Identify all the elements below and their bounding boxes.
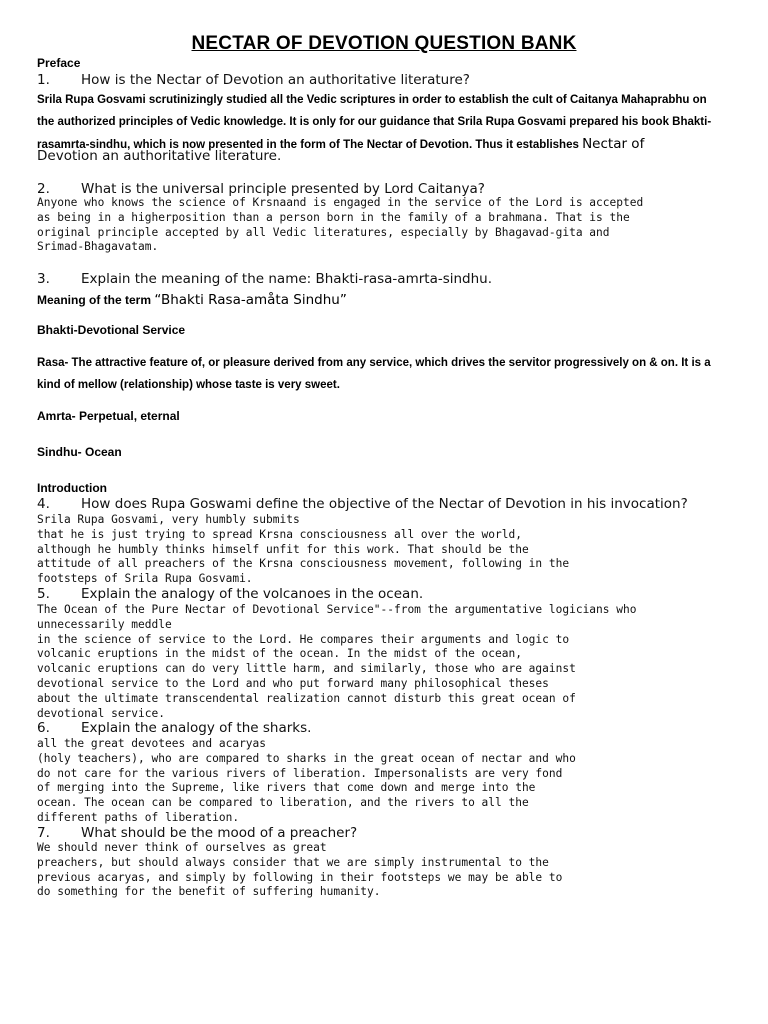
question-text: What should be the mood of a preacher?	[81, 825, 358, 841]
section-heading-introduction: Introduction	[37, 481, 107, 495]
question-3	[37, 271, 492, 287]
question-number: 2.	[37, 181, 50, 197]
answer-1-tail-inline: Nectar of	[582, 136, 645, 152]
question-text: Explain the analogy of the volcanoes in the ocean.	[81, 586, 424, 602]
term-bhakti: Bhakti-Devotional Service	[37, 323, 186, 337]
term-amrta: Amrta- Perpetual, eternal	[37, 409, 180, 423]
answer-1-tail: Devotion an authoritative literature.	[37, 148, 282, 164]
section-heading-preface: Preface	[37, 56, 81, 70]
term-rasa: Rasa- The attractive feature of, or pleasure derived from any service, which drives the servitor progressively on & on. It is a kind of mellow (relationship) whose taste is very sweet.	[37, 357, 711, 391]
question-text: How is the Nectar of Devotion an authoritative literature?	[81, 72, 470, 88]
answer-1	[37, 89, 727, 156]
answer-1-text: Srila Rupa Gosvami scrutinizingly studied all the Vedic scriptures in order to establish the cult of Caitanya Mahaprabhu on the authorized principles of Vedic knowledge. It is only for our guidance that Srila Rupa Gosvami prepared his book Bhakti-rasamrta-sindhu, which is now presented in the form of The Nectar of Devotion. Thus it establishes	[37, 94, 712, 151]
question-number: 6.	[37, 720, 50, 736]
question-6	[37, 720, 311, 736]
question-text: Explain the analogy of the sharks.	[81, 720, 312, 736]
meaning-term: “Bhakti Rasa-amåta Sindhu”	[154, 292, 347, 308]
question-4	[37, 496, 688, 512]
answer-6: all the great devotees and acaryas (holy teachers), who are compared to sharks in the great ocean of nectar and who do not care for the various rivers of liberation. Impersonalists are very fond of merging into the Supreme, like rivers that come down and merge into the ocean. The ocean can be compared to liberation, and the rivers to all the different paths of liberation.	[37, 737, 576, 824]
question-number: 1.	[37, 72, 50, 88]
question-number: 5.	[37, 586, 50, 602]
question-5	[37, 586, 423, 602]
question-text: How does Rupa Goswami define the objective of the Nectar of Devotion in his invocation?	[81, 496, 688, 512]
answer-2: Anyone who knows the science of Krsnaand is engaged in the service of the Lord is accepted as being in a higherposition than a person born in the family of a brahmana. That is the original principle accepted by all Vedic literatures, especially by Bhagavad-gita and Srimad-Bhagavatam.	[37, 196, 644, 254]
question-1	[37, 72, 470, 88]
question-text: What is the universal principle presented by Lord Caitanya?	[81, 181, 485, 197]
question-number: 7.	[37, 825, 50, 841]
meaning-label: Meaning of the term	[37, 293, 152, 307]
document-title: NECTAR OF DEVOTION QUESTION BANK	[191, 33, 577, 54]
term-sindhu: Sindhu- Ocean	[37, 445, 122, 459]
answer-4: Srila Rupa Gosvami, very humbly submits that he is just trying to spread Krsna consciousness all over the world, although he humbly thinks himself unfit for this work. That should be the attitude of all preachers of the Krsna consciousness movement, following in the footsteps of Srila Rupa Gosvami.	[37, 513, 570, 586]
answer-5: The Ocean of the Pure Nectar of Devotional Service"--from the argumentative logicians who unnecessarily meddle in the science of service to the Lord. He compares their arguments and logic to volcanic eruptions in the midst of the ocean. In the midst of the ocean, volcanic eruptions can do very little harm, and similarly, those who are against devotional service to the Lord and who put forward many philosophical theses about the ultimate transcendental realization cannot disturb this great ocean of devotional service.	[37, 603, 637, 720]
meaning-heading	[37, 292, 347, 308]
question-7	[37, 825, 357, 841]
question-number: 3.	[37, 271, 50, 287]
question-text: Explain the meaning of the name: Bhakti-rasa-amrta-sindhu.	[81, 271, 493, 287]
question-number: 4.	[37, 496, 50, 512]
question-2	[37, 181, 485, 197]
answer-7: We should never think of ourselves as great preachers, but should always consider that we are simply instrumental to the previous acaryas, and simply by following in their footsteps we may be able to do something for the benefit of suffering humanity.	[37, 841, 563, 899]
